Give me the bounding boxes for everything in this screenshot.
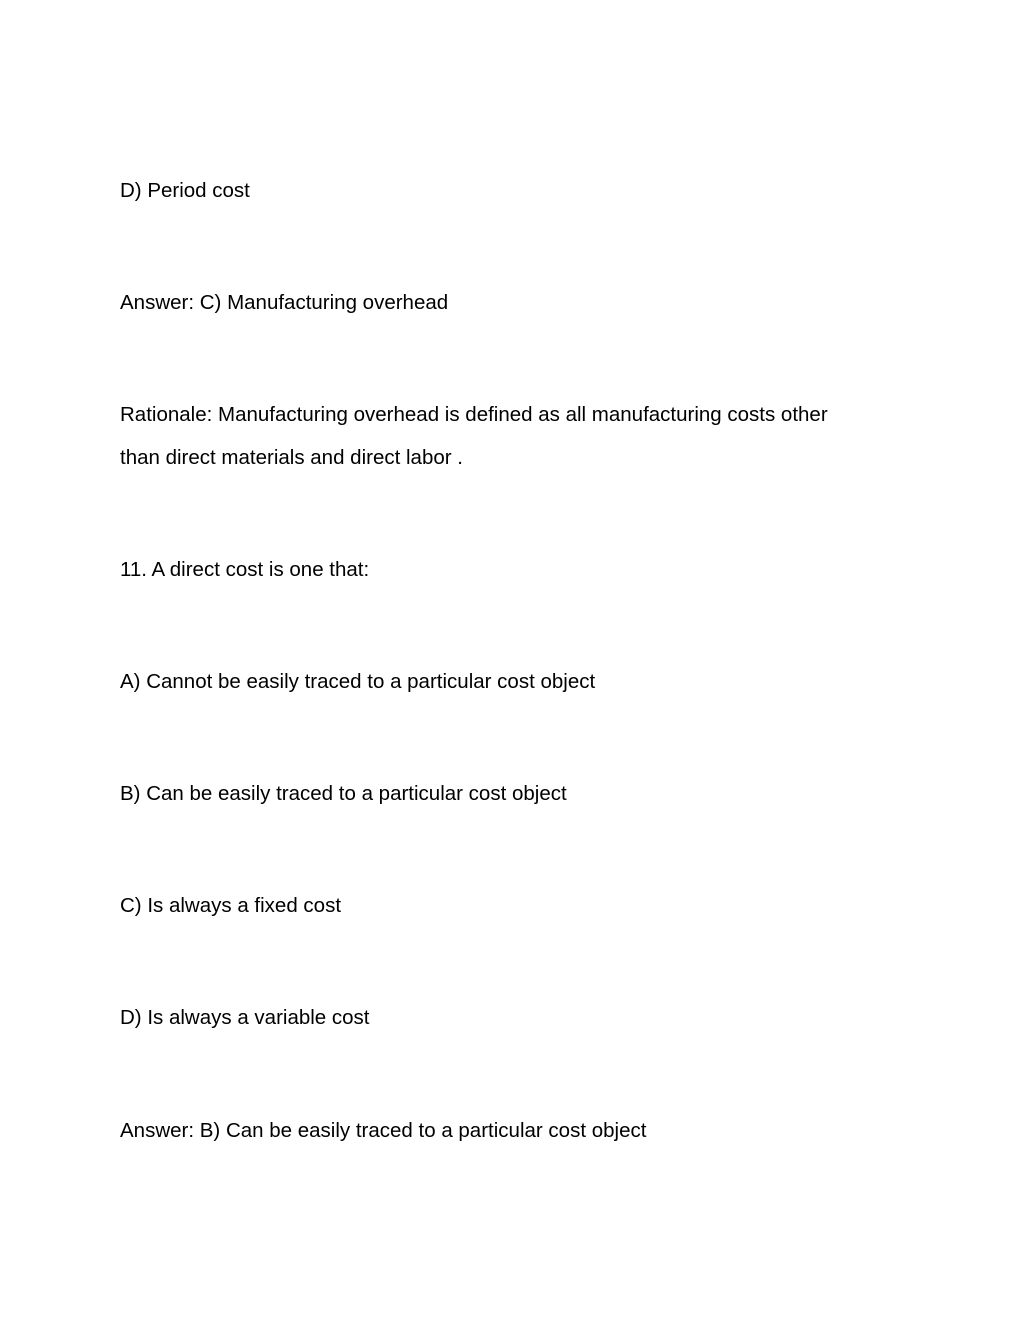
question-11-answer: Answer: B) Can be easily traced to a particular cost object	[120, 1119, 647, 1142]
question-11-option-b: B) Can be easily traced to a particular cost object	[120, 782, 567, 805]
question-11-option-c: C) Is always a fixed cost	[120, 894, 342, 917]
rationale-line-2: than direct materials and direct labor .	[120, 446, 463, 469]
rationale-line-1: Rationale: Manufacturing overhead is defined as all manufacturing costs other	[120, 403, 828, 426]
previous-option-d: D) Period cost	[120, 179, 250, 202]
previous-answer: Answer: C) Manufacturing overhead	[120, 291, 449, 314]
question-11: 11. A direct cost is one that:	[120, 558, 370, 581]
question-11-option-a: A) Cannot be easily traced to a particular cost object	[120, 670, 596, 693]
question-11-option-d: D) Is always a variable cost	[120, 1006, 370, 1029]
